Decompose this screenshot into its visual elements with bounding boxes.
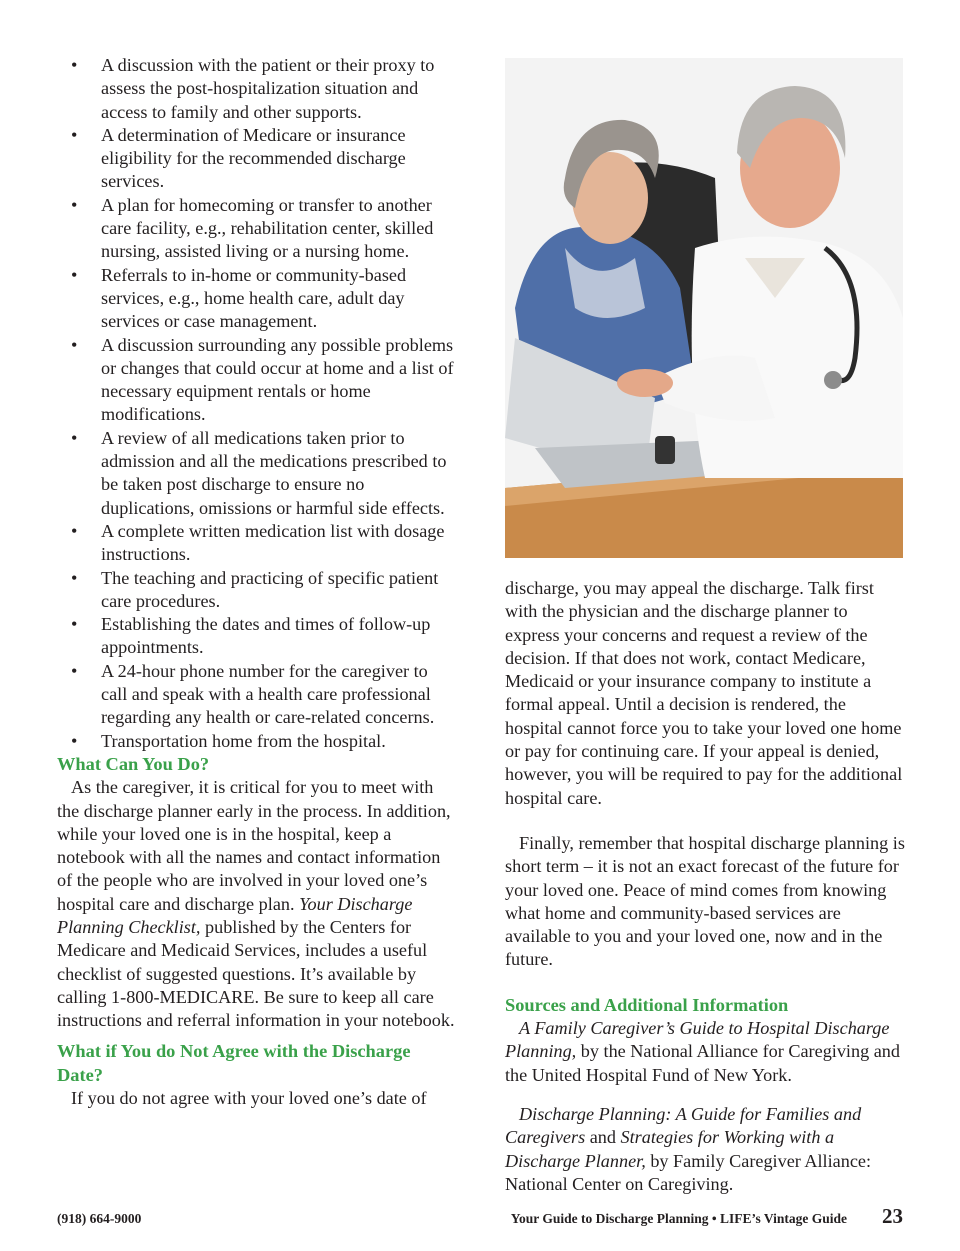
page-number: 23 xyxy=(882,1204,903,1228)
bullet-item: • A discussion with the patient or their proxy to assess the post-hospitalization situation and access to family and other supports. xyxy=(57,54,457,124)
finally-paragraph: Finally, remember that hospital discharge planning is short term – it is not an exact forecast of the future for your loved one. Peace of mind comes from knowing what home and community-based services are available to you and your loved one, now and in the future. xyxy=(505,832,905,970)
reference-2-text: by Family Caregiver Alliance: National Center on Caregiving. xyxy=(505,1150,872,1194)
what-can-you-do-text-1: As the caregiver, it is critical for you to meet with the discharge planner early in the process. In addition, while your loved one is in the hospital, keep a notebook with all the names and contact information of the people who are involved in your loved one’s hospital care and discharge plan. xyxy=(57,777,451,914)
bullet-item: • A discussion surrounding any possible problems or changes that could occur at home and a list of necessary equipment rentals or home modifications. xyxy=(57,334,457,427)
bullet-item: • A plan for homecoming or transfer to another care facility, e.g., rehabilitation center, skilled nursing, assisted living or a nursing home. xyxy=(57,194,457,264)
bullet-item: • A complete written medication list with dosage instructions. xyxy=(57,520,457,567)
bullet-item: • A determination of Medicare or insurance eligibility for the recommended discharge services. xyxy=(57,124,457,194)
source-reference-1 xyxy=(505,1017,905,1087)
footer-separator: • xyxy=(711,1211,717,1226)
what-can-you-do-heading: What Can You Do? xyxy=(57,753,210,774)
left-column xyxy=(57,54,457,1110)
bullet-item: • A 24-hour phone number for the caregiver to call and speak with a health care professional regarding any health or care-related concerns. xyxy=(57,660,457,730)
reference-2-title-b: Strategies for Working with a Discharge Planner, xyxy=(505,1127,835,1171)
appeal-paragraph: discharge, you may appeal the discharge. Talk first with the physician and the discharge planner to express your concerns and request a review of the decision. If that does not work, contact Medicare, Medicaid or your insurance company to institute a formal appeal. Until a decision is rendered, the hospital cannot force you to take your loved one home or pay for continuing care. If your appeal is denied, however, you will be required to pay for the additional hospital care. xyxy=(505,578,903,808)
footer-guide-title xyxy=(511,1211,847,1227)
page-footer xyxy=(57,1206,903,1230)
reference-1-title: A Family Caregiver’s Guide to Hospital Discharge Planning, xyxy=(505,1018,890,1062)
bullet-item: • A review of all medications taken prior to admission and all the medications prescribed to be taken post discharge to ensure no duplications, omissions or harmful side effects. xyxy=(57,427,457,520)
photo-illustration xyxy=(505,58,903,558)
footer-publication: LIFE’s Vintage Guide xyxy=(719,1211,847,1226)
doctor-patient-photo xyxy=(505,58,903,558)
discharge-plan-bullet-list xyxy=(57,54,457,753)
right-column xyxy=(505,577,905,1196)
what-can-you-do-paragraph xyxy=(57,776,457,1032)
bullet-item: • The teaching and practicing of specific patient care procedures. xyxy=(57,567,457,614)
reference-1-text: by the National Alliance for Caregiving and the United Hospital Fund of New York. xyxy=(505,1041,900,1085)
source-reference-2 xyxy=(505,1103,905,1196)
footer-phone: (918) 664-9000 xyxy=(57,1211,142,1226)
checklist-title: Your Discharge Planning Checklist, xyxy=(57,893,413,937)
bullet-item: • Referrals to in-home or community-based services, e.g., home health care, adult day services or case management. xyxy=(57,264,457,334)
what-can-you-do-text-2: published by the Centers for Medicare and Medicaid Services, includes a useful checklist of suggested questions. It’s available by calling 1-800-MEDICARE. Be sure to keep all care instructions and referral information in your notebook. xyxy=(57,916,455,1031)
reference-2-title-a: Discharge Planning: A Guide for Families and Caregivers xyxy=(505,1103,862,1148)
not-agree-heading: What if You do Not Agree with the Discharge Date? xyxy=(57,1041,411,1085)
bullet-item: • Establishing the dates and times of follow-up appointments. xyxy=(57,613,457,660)
reference-2-and: and xyxy=(589,1127,616,1148)
footer-guide-name: Your Guide to Discharge Planning xyxy=(510,1211,709,1226)
sources-heading: Sources and Additional Information xyxy=(505,994,789,1015)
bullet-item: • Transportation home from the hospital. xyxy=(57,730,457,753)
not-agree-paragraph-start: If you do not agree with your loved one’s date of xyxy=(71,1088,427,1109)
